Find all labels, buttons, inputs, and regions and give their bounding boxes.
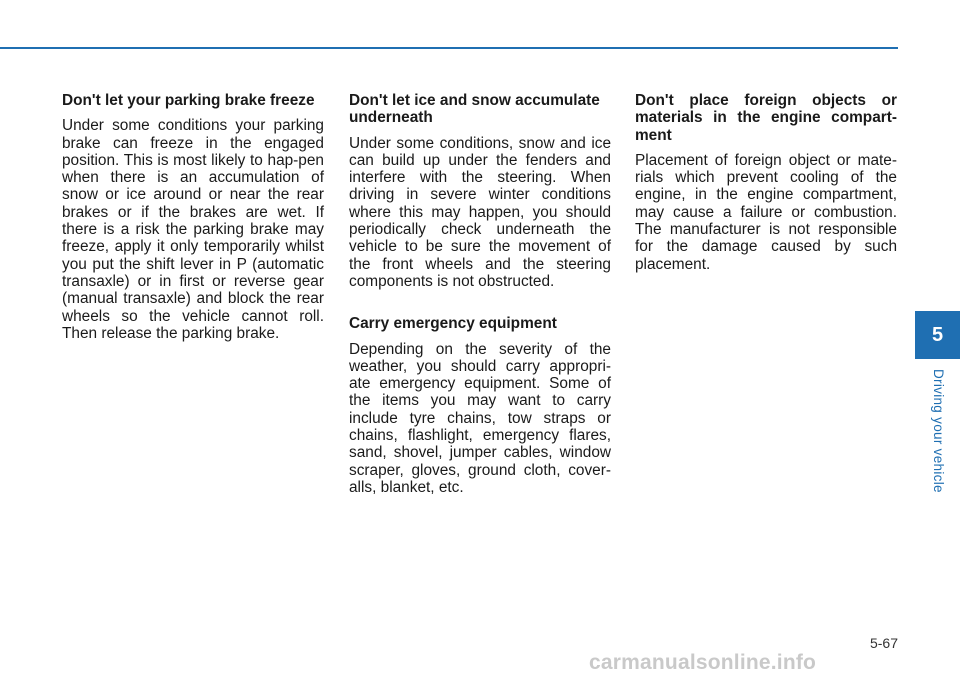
section-heading-ice-snow: Don't let ice and snow accumulate underneath [349,92,600,127]
section-heading-emergency-equipment: Carry emergency equipment [349,315,557,333]
header-rule [0,47,898,49]
column-right [635,92,897,298]
section-body-foreign-objects: Placement of foreign object or mate-rials which prevent cooling of the engine, in the engine compartment, may cause a failure or combustion. The manufacturer is not responsible for the damage caused by such placement. [635,151,897,273]
section-body-parking-brake: Under some conditions your parking brake can freeze in the engaged position. This is most likely to hap-pen when there is an accumulation of snow or ice around or near the rear brakes or if the brakes are wet. If there is a risk the parking brake may freeze, apply it only temporarily whilst you put the shift lever in P (automatic transaxle) or in first or reverse gear (manual transaxle) and block the rear wheels so the vehicle cannot roll. Then release the parking brake. [62,117,324,342]
chapter-number-tab: 5 [915,311,960,359]
section-heading-foreign-objects: Don't place foreign objects or materials in the engine compart-ment [635,92,897,144]
column-left [62,92,324,367]
chapter-title-label: Driving your vehicle [931,369,946,493]
section-heading-parking-brake: Don't let your parking brake freeze [62,92,315,109]
column-middle [349,92,611,521]
section-body-emergency-equipment: Depending on the severity of the weather, you should carry appropri-ate emergency equipment. Some of the items you may want to carry include tyre chains, tow straps or chains, flashlight, emergency flares, sand, shovel, jumper cables, window scraper, gloves, ground cloth, cover-alls, blanket, etc. [349,340,611,496]
section-body-ice-snow: Under some conditions, snow and ice can build up under the fenders and interfere with the steering. When driving in severe winter conditions where this may happen, you should periodically check underneath the vehicle to be sure the movement of the front wheels and the steering components is not obstructed. [349,134,611,290]
watermark-text: carmanualsonline.info [589,651,817,674]
page-number: 5-67 [869,635,898,651]
